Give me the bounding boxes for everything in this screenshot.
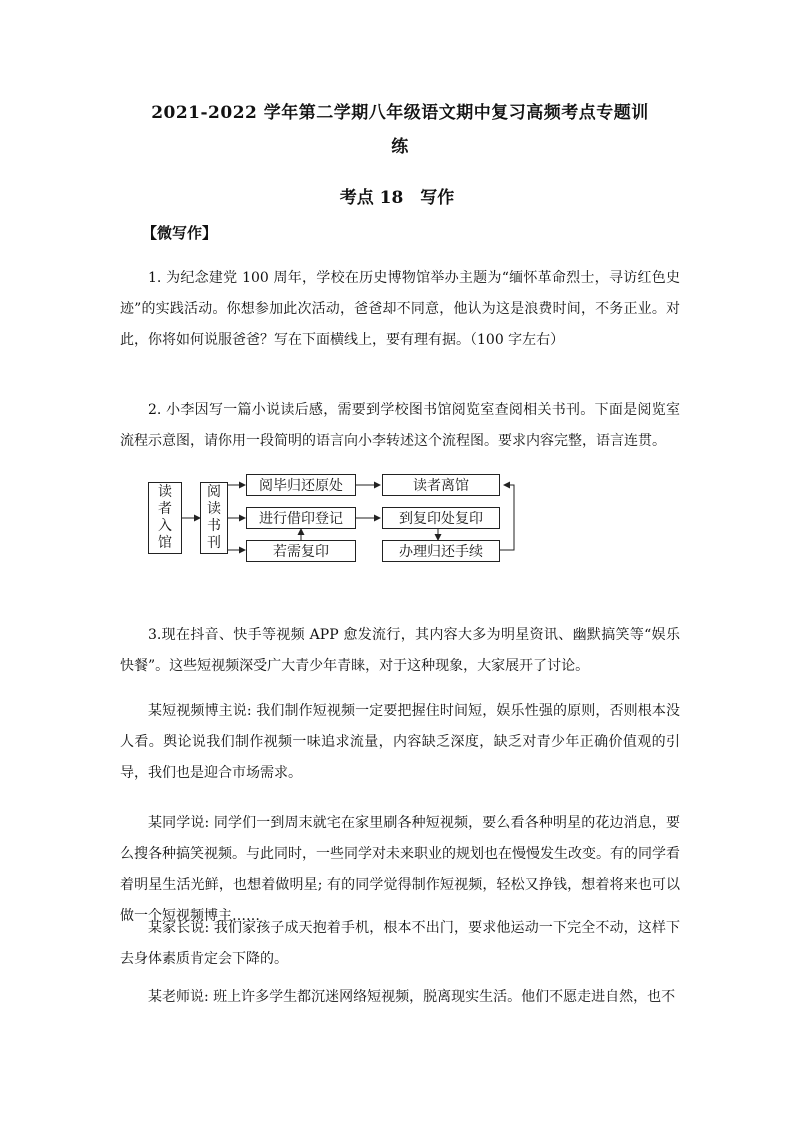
topic-heading: 考点 18 写作 [339,188,455,208]
title-line-2: 练 [391,137,409,157]
borrow-register-box: 进行借印登记 [246,507,356,529]
teacher-opinion: 某老师说: 班上许多学生都沉迷网络短视频，脱离现实生活。他们不愿走进自然，也不 [148,989,676,1005]
read-books-box: 阅 读 书 刊 [200,482,228,554]
question-1: 1. 为纪念建党 100 周年，学校在历史博物馆举办主题为“缅怀革命烈士，寻访红色史迹”的实践活动。你想参加此次活动，爸爸却不同意，他认为这是浪费时间，不务正业。对此，你将如何说服爸爸？写在下面横线上，要有理有据。（100 字左右） [120,270,680,348]
section-heading: 【微写作】 [142,224,218,242]
enter-library-box: 读 者 入 馆 [148,482,182,554]
classmate-opinion: 某同学说: 同学们一到周末就宅在家里刷各种短视频，要么看各种明星的花边消息，要么搜各种搞笑视频。与此同时，一些同学对未来职业的规划也在慢慢发生改变。有的同学看着明星生活光鲜，也想着做明星; 有的同学觉得制作短视频，轻松又挣钱，想着将来也可以做一个短视频博主…… [120,815,680,924]
go-copy-box: 到复印处复印 [382,507,500,529]
question-3: 3.现在抖音、快手等视频 APP 愈发流行，其内容大多为明星资讯、幽默搞笑等“娱乐快餐”。这些短视频深受广大青少年青睐，对于这种现象，大家展开了讨论。 [120,627,680,674]
need-copy-box: 若需复印 [246,540,356,562]
return-origin-box: 阅毕归还原处 [246,474,356,496]
return-procedure-box: 办理归还手续 [382,540,500,562]
parent-opinion: 某家长说: 我们家孩子成天抱着手机，根本不出门，要求他运动一下完全不动，这样下去身体素质肯定会下降的。 [120,920,680,967]
reading-room-flowchart [148,468,528,568]
question-2: 2. 小李因写一篇小说读后感，需要到学校图书馆阅览室查阅相关书刊。下面是阅览室流程示意图，请你用一段简明的语言向小李转述这个流程图。要求内容完整，语言连贯。 [120,402,680,449]
title-line-1: 2021-2022 学年第二学期八年级语文期中复习高频考点专题训 [151,103,649,123]
blogger-opinion: 某短视频博主说: 我们制作短视频一定要把握住时间短，娱乐性强的原则，否则根本没人看。舆论说我们制作视频一味追求流量，内容缺乏深度，缺乏对青少年正确价值观的引导，我们也是迎合市场需求。 [120,703,680,781]
reader-leave-box: 读者离馆 [382,474,500,496]
document-title [120,96,680,164]
